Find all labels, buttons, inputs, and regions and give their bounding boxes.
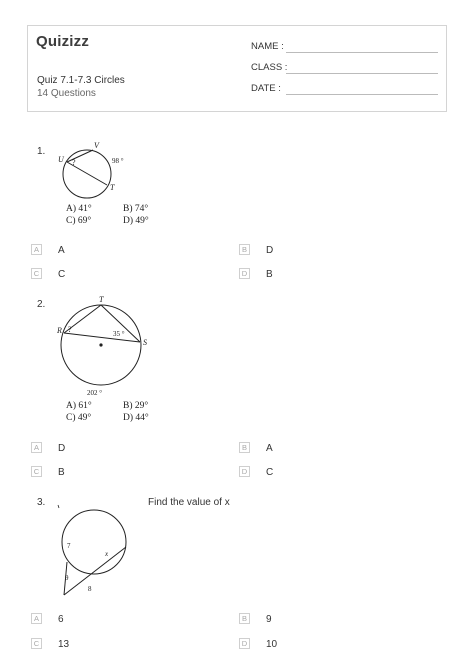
segment-7-label: 7 [67,542,71,550]
question-3-option-d-text[interactable]: 10 [266,639,278,650]
question-2-option-b-text[interactable]: A [266,443,273,454]
question-2-option-a-box[interactable]: A [31,442,42,453]
segment-x-label: x [105,550,109,558]
segment-9-label: 9 [65,574,69,582]
question-1-option-b-box[interactable]: B [239,244,250,255]
question-1-option-d-text[interactable]: B [266,269,273,280]
date-field[interactable] [286,94,438,95]
question-1-option-a-box[interactable]: A [31,244,42,255]
question-1-option-c-box[interactable]: C [31,268,42,279]
question-2-choice-d: D) 44° [123,413,149,423]
question-1-option-c-text[interactable]: C [58,269,66,280]
question-1-number: 1. [37,146,46,157]
question-1-figure [55,140,135,202]
name-field[interactable] [286,52,438,53]
question-1-choice-b: B) 74° [123,204,149,214]
question-1-choice-a: A) 41° [66,204,92,214]
question-1-option-d-box[interactable]: D [239,268,250,279]
question-3-option-d-box[interactable]: D [239,638,250,649]
question-2-choice-c: C) 49° [66,413,92,423]
quizizz-logo: Quizizz [36,33,90,50]
question-3-number: 3. [37,497,46,508]
class-field[interactable] [286,73,438,74]
question-3-option-c-text[interactable]: 13 [58,639,70,650]
point-u-label: U [58,155,64,164]
question-2-option-b-box[interactable]: B [239,442,250,453]
point-s-label: S [143,338,147,347]
arc-measure-label: 202 ° [87,389,103,397]
arc-measure-label: 98 ° [112,157,124,165]
question-2-number: 2. [37,299,46,310]
question-1-choice-d: D) 49° [123,216,149,226]
question-3-option-c-box[interactable]: C [31,638,42,649]
question-3-option-a-text[interactable]: 6 [58,614,64,625]
unknown-angle-label: ? [68,325,72,334]
point-r-label: R [57,326,62,335]
question-2-option-c-box[interactable]: C [31,466,42,477]
name-label: NAME : [251,41,284,52]
question-2-option-a-text[interactable]: D [58,443,66,454]
question-1-option-a-text[interactable]: A [58,245,65,256]
question-2-option-c-text[interactable]: B [58,467,65,478]
point-t-label: T [110,183,115,192]
question-2-choice-a: A) 61° [66,401,92,411]
class-label: CLASS : [251,62,288,73]
question-3-figure [55,500,140,598]
question-2-option-d-box[interactable]: D [239,466,250,477]
date-label: DATE : [251,83,281,94]
question-1-option-b-text[interactable]: D [266,245,274,256]
quiz-title: Quiz 7.1-7.3 Circles [37,75,125,86]
question-3-option-a-box[interactable]: A [31,613,42,624]
point-t-label: T [99,295,104,304]
unknown-angle-label: ? [72,158,76,167]
question-2-choice-b: B) 29° [123,401,149,411]
question-3-option-b-text[interactable]: 9 [266,614,272,625]
question-2-figure [55,294,160,402]
question-count: 14 Questions [37,88,96,99]
question-2-option-d-text[interactable]: C [266,467,274,478]
segment-8-label: 8 [88,585,92,593]
point-v-label: V [94,141,99,150]
angle-measure-label: 35 ° [113,330,125,338]
question-1-choice-c: C) 69° [66,216,92,226]
question-3-prompt: Find the value of x [148,497,230,508]
question-3-option-b-box[interactable]: B [239,613,250,624]
